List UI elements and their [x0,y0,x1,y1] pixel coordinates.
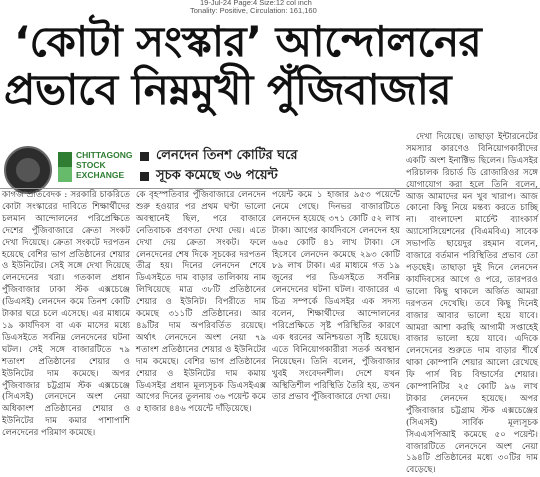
square-bullet-icon [140,172,149,181]
article-column-4 [406,132,538,476]
article-column-3 [272,190,400,440]
article-column-2 [136,190,266,440]
dse-seal-logo [4,146,52,194]
clipping-meta [0,0,540,15]
clipping-tonality: Tonality: Positive, Circulation: 161,160 [190,6,317,15]
headline-line-2: প্রভাবে নিম্নমুখী পুঁজিবাজার [4,65,452,114]
cse-logo [58,150,138,190]
deck-item-text: সূচক কমেছে ৩৬ পয়েন্ট [156,167,278,183]
clipping-date-size: 19-Jul-24 Page:4 Size:12 col inch [200,0,312,7]
column-4-text: দেখা দিয়েছে। তাছাড়া ইন্টারনেটের সমস্যার কারণেও বিনিয়োগকারীদের একটি অংশ ইনাক্টিভ ছিলেন। ডিএসইর পরিচালক রিচার্ড ডি রোজারিওর সঙ্গে যোগাযোগ করা হলে তিনি বলেন, আজ আমাদের মন খুব খারাপ। আজ কোনো কিছু নিয়ে মন্তব্য করতে চাচ্ছি না। বাংলাদেশ মার্চেন্ট ব্যাংকার্স অ্যাসোসিয়েশনের (বিএমবিএ) সাবেক সভাপতি ছায়েদুর রহমান বলেন, বাজারে বর্তমান পরিস্থিতির প্রভাব তো পড়ছেই। তাছাড়া দুই দিনে লেনদেন কার্যদিবসের আগে ও পরে, তারপরও ভালো কিছু থাকলে অর্জিত আমরা দরপতন দেখেছি। তবে কিছু দিনেই বাজার আবার ভালো হয়ে যাবে। আমরা আশা করছি আগামী সপ্তাহেই বাজার ভালো হয়ে যাবে। এদিকে লেনদেনের শুরুতে দাম বাড়ার শীর্ষে থাকা কোম্পানি শেয়ার আলো রেখেছে ফি পার্স বিচ বিল্ডার্সের শেয়ার। কোম্পানিটির ২৫ কোটি ৯৬ লাখ টাকার লেনদেন হয়েছে। অপর পুঁজিবাজার চট্টগ্রাম স্টক এক্সচেঞ্জের (সিএসই) সার্বিক মূল্যসূচক সিএএসপিআই কমেছে ৫০ পয়েন্ট। বাজারটিতে লেনদেনে অংশ নেয়া ১৯৪টি প্রতিষ্ঠানের মধ্যে ৩০টির দাম বেড়েছে। [406,132,538,476]
cse-logo-text [76,150,133,180]
cse-logo-line-3: EXCHANGE [76,170,125,180]
cse-logo-line-2: STOCK [76,160,106,170]
column-2-text: কে বৃহস্পতিবার পুঁজিবাজারে লেনদেন শুরু হওয়ার পর প্রথম ঘণ্টা ভালো অবস্থানেই ছিল, পরে বাজারে নেতিবাচক প্রবণতা দেখা দেয়। এতে দেখা দেয় ক্রেতা সংকট। ফলে লেনদেনের শেষ দিকে সূচকের দরপতন তীব্র হয়। দিনের লেনদেন শেষে ডিএসইতে দাম বাড়ার তালিকায় নাম লিখিয়েছে মাত্র ৩৮টি প্রতিষ্ঠানের শেয়ার ও ইউনিট। বিপরীতে দাম কমেছে ৩১১টি প্রতিষ্ঠানের। আর ৪৯টির দাম অপরিবর্তিত রয়েছে। অর্থাৎ লেনদেনে অংশ নেয়া ৭৯ শতাংশ প্রতিষ্ঠানের শেয়ার ও ইউনিটের দাম কমেছে। বেশির ভাগ প্রতিষ্ঠানের শেয়ার ও ইউনিটের দাম কমায় ডিএসইর প্রধান মূল্যসূচক ডিএসইএক্স আগের দিনের তুলনায় ৩৬ পয়েন্ট কমে ৫ হাজার ৪৪৬ পয়েন্টে দাঁড়িয়েছে। [136,190,266,415]
deck-item-text: লেনদেন তিনশ কোটির ঘরে [156,147,298,163]
article-column-1 [2,190,130,440]
headline [4,18,536,114]
column-3-text: পয়েন্ট কমে ১ হাজার ৯৫৩ পয়েন্টে নেমে গেছে। দিনভর বাজারটিতে লেনদেন হয়েছে ৩৭১ কোটি ৫২ লাখ টাকা। আগের কার্যদিবসে লেনদেন হয় ৬৬৫ কোটি ৪১ লাখ টাকা। সে হিসেবে লেনদেন কমেছে ২৯৩ কোটি ৮৯ লাখ টাকা। এর মাধ্যমে গত ১৯ জুনের পর ডিএসইতে সর্বনিম্ন লেনদেনের ঘটনা ঘটল। বাজারের এ চিত্র সম্পর্কে ডিএসইর এক সদস্য বলেন, শিক্ষার্থীদের আন্দোলনের পরিপ্রেক্ষিতে সৃষ্ট পরিস্থিতির কারণে এক ধরনের অনিশ্চয়তা সৃষ্টি হয়েছে। এতে বিনিয়োগকারীরা সতর্ক অবস্থান নিয়েছেন। তিনি বলেন, পুঁজিবাজার খুবই সংবেদনশীল। দেশে যখন অস্থিতিশীল পরিস্থিতি তৈরি হয়, তখন তার প্রভাব পুঁজিবাজারে দেখা দেয়। [272,190,400,403]
cse-logo-mark [58,152,72,182]
cse-logo-line-1: CHITTAGONG [76,150,133,160]
square-bullet-icon [140,152,149,161]
headline-line-1: ‘কোটা সংস্কার’ আন্দোলনের [14,17,482,66]
column-1-text: কাগজ প্রতিবেদক : সরকারি চাকরিতে কোটা সংস্কারের দাবিতে শিক্ষার্থীদের চলমান আন্দোলনের পরিপ্রেক্ষিতে দেশের পুঁজিবাজারে ক্রেতা সংকট দেখা দিয়েছে। ক্রেতা সংকটে দরপতন হয়েছে বেশির ভাগ প্রতিষ্ঠানের শেয়ার ও ইউনিটের। সেই সঙ্গে দেখা দিয়েছে লেনদেনের খরা। গতকাল প্রধান পুঁজিবাজার ঢাকা স্টক এক্সচেঞ্জে (ডিএসই) লেনদেন কমে তিনশ কোটি টাকার ঘরে চলে এসেছে। এর মাধ্যমে ১৯ কার্যদিবস বা এক মাসের মধ্যে ডিএসইতে সর্বনিম্ন লেনদেনের ঘটনা ঘটল। সেই সঙ্গে বাজারটিতে ৭৯ শতাংশ প্রতিষ্ঠানের শেয়ার ও ইউনিটের দাম কমেছে। অপর পুঁজিবাজার চট্টগ্রাম স্টক এক্সচেঞ্জে (সিএসই) লেনদেনে অংশ নেয়া অধিকাংশ প্রতিষ্ঠানের শেয়ার ও ইউনিটের দাম কমার পাশাপাশি লেনদেনের পরিমাণ কমেছে। [2,190,130,439]
